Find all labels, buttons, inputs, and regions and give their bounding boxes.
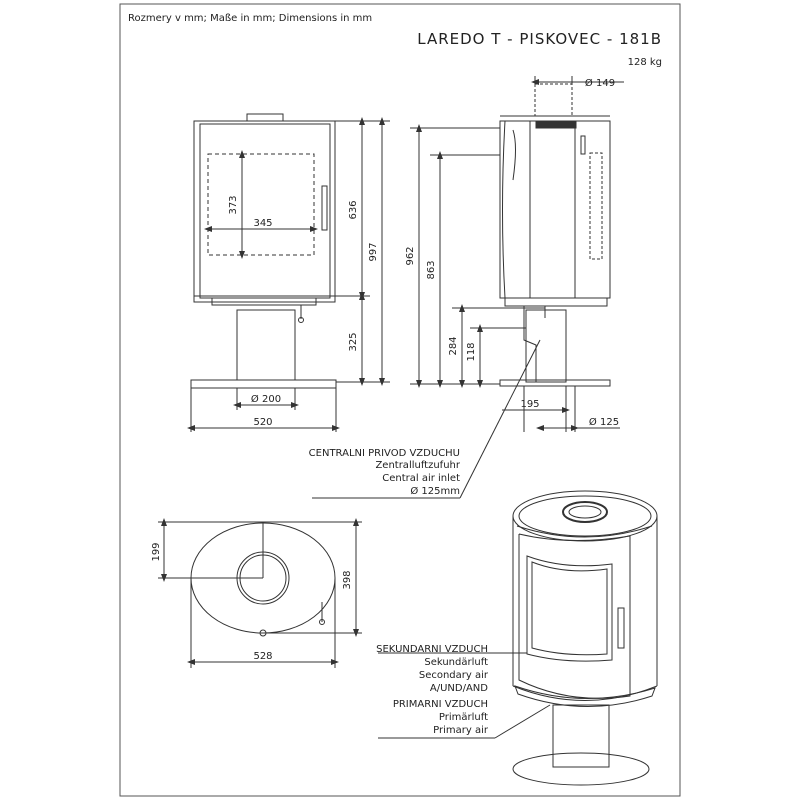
secondary-air-cz: SEKUNDARNI VZDUCH — [376, 644, 488, 655]
units-note: Rozmery v mm; Maße in mm; Dimensions in mm — [128, 13, 373, 24]
central-air-en: Central air inlet — [382, 473, 460, 484]
dim-d149: Ø 149 — [584, 78, 616, 89]
sheet-frame — [120, 4, 680, 796]
persp-flue-inner — [569, 506, 601, 518]
central-air-cz: CENTRALNI PRIVOD VZDUCHU — [308, 448, 460, 459]
product-title: LAREDO T - PISKOVEC - 181B — [417, 30, 662, 48]
side-top-vent — [536, 122, 576, 128]
dim-325: 325 — [348, 332, 359, 352]
central-air-de: Zentralluftzufuhr — [375, 460, 460, 471]
front-view — [191, 114, 390, 432]
side-pedestal-column — [526, 310, 566, 382]
side-flue-pipe — [535, 84, 572, 116]
side-front-curve — [503, 121, 506, 298]
central-air-pointer — [460, 340, 540, 498]
dim-636: 636 — [348, 200, 359, 220]
persp-glass-inner — [532, 562, 607, 655]
primary-air-pointer — [495, 705, 550, 738]
dim-d125: Ø 125 — [588, 417, 620, 428]
side-base-plate — [500, 380, 610, 386]
secondary-air-en: Secondary air — [418, 670, 488, 681]
persp-handle — [618, 608, 624, 648]
dim-373: 373 — [228, 195, 239, 215]
side-view — [410, 76, 624, 432]
front-pedestal-column — [237, 310, 295, 380]
dim-997: 997 — [368, 242, 379, 262]
dim-195: 195 — [520, 399, 540, 410]
dim-398: 398 — [342, 570, 353, 590]
dim-118: 118 — [466, 342, 477, 362]
primary-air-en: Primary air — [433, 725, 488, 736]
side-handle — [581, 136, 585, 154]
primary-air-de: Primärluft — [438, 712, 488, 723]
primary-air-cz: PRIMARNI VZDUCH — [392, 699, 488, 710]
dim-345: 345 — [253, 218, 273, 229]
perspective-view — [513, 491, 657, 785]
weight-label: 128 kg — [627, 57, 662, 68]
persp-top-ellipse — [513, 491, 657, 541]
side-ash-drawer — [505, 298, 607, 306]
dim-d200: Ø 200 — [250, 394, 282, 405]
front-door-handle — [322, 186, 327, 230]
front-door-frame — [200, 124, 330, 298]
dim-284: 284 — [448, 336, 459, 356]
secondary-air-de: Sekundärluft — [424, 657, 488, 668]
dim-199: 199 — [151, 542, 162, 562]
persp-ash-band — [515, 686, 655, 707]
persp-column — [553, 705, 609, 767]
top-view — [158, 522, 362, 668]
persp-glass-window — [527, 556, 612, 661]
central-air-diameter: Ø 125mm — [410, 486, 460, 497]
side-body-outline — [500, 121, 610, 298]
front-top-vent — [247, 114, 283, 121]
front-glass-window — [208, 154, 314, 255]
front-base-plate — [191, 380, 336, 388]
dim-520: 520 — [253, 417, 273, 428]
dim-863: 863 — [426, 260, 437, 280]
side-glass-window — [590, 153, 602, 259]
persp-base-ellipse — [513, 753, 649, 785]
dim-962: 962 — [405, 246, 416, 266]
and-conjunction: A/UND/AND — [429, 683, 488, 694]
dim-528: 528 — [253, 651, 273, 662]
persp-flue-ring — [563, 502, 607, 522]
side-front-arc — [513, 130, 516, 180]
